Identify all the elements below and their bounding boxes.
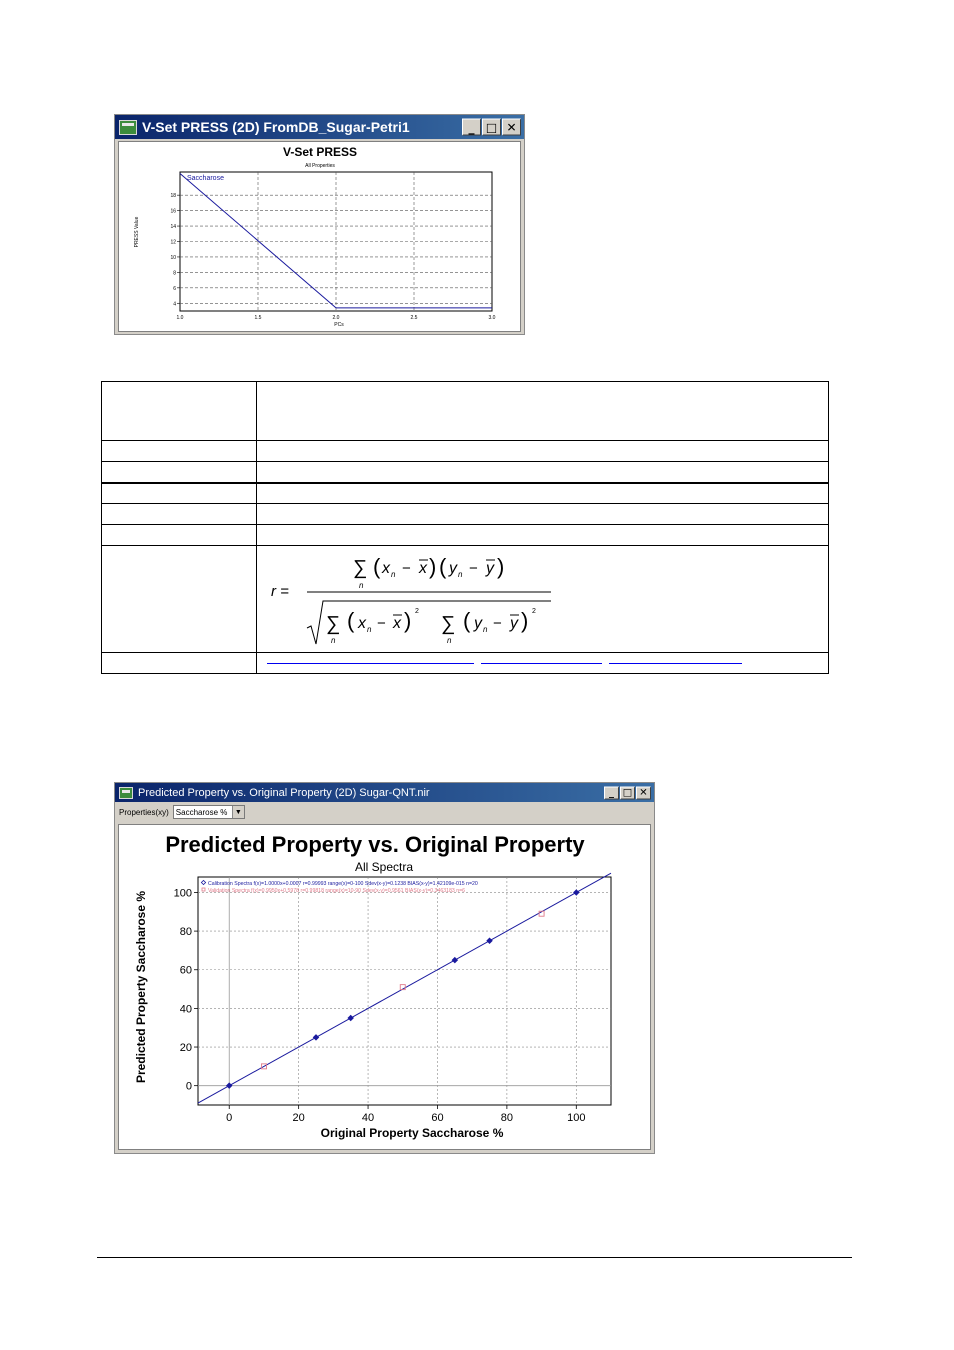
num-paren-close-1: ) — [429, 554, 437, 579]
y-tick-label: 40 — [179, 1003, 192, 1016]
minimize-icon: _ — [609, 787, 614, 798]
correlation-formula-cell — [257, 546, 829, 653]
den-sum-1-index: n — [331, 636, 336, 645]
y-tick-label: 4 — [173, 301, 176, 308]
calibration-point — [226, 1083, 232, 1089]
num-yn-sub: n — [458, 570, 463, 579]
table-cell-label — [102, 462, 257, 483]
chevron-down-icon[interactable]: ▼ — [232, 806, 244, 818]
x-tick-labels — [226, 1112, 585, 1124]
y-tick-label: 14 — [170, 224, 176, 231]
calibration-point — [573, 890, 579, 896]
y-tick-label: 8 — [173, 270, 176, 277]
num-xbar: x — [419, 560, 427, 577]
table-row — [102, 504, 829, 525]
formula-lhs: r = — [271, 583, 289, 600]
x-tick-label: 3.0 — [488, 315, 496, 321]
den-paren-close-2: ) — [521, 608, 529, 633]
table-cell-label — [102, 504, 257, 525]
x-tick-label: 20 — [292, 1112, 305, 1124]
minimize-button[interactable] — [462, 119, 481, 136]
y-tick-label: 100 — [173, 887, 192, 900]
num-paren-open-2: ( — [439, 554, 447, 579]
chart-app-icon — [119, 120, 137, 135]
num-minus-1: − — [402, 560, 411, 577]
y-tick-label: 20 — [179, 1042, 192, 1055]
predicted-plot-area — [118, 824, 651, 1150]
x-tick-label: 60 — [431, 1112, 444, 1124]
y-tick-label: 10 — [170, 254, 176, 261]
den-sum-2-index: n — [447, 636, 452, 645]
num-paren-open-1: ( — [373, 554, 381, 579]
table-cell-value — [257, 483, 829, 504]
table-cell-value — [257, 441, 829, 462]
reference-link[interactable] — [267, 656, 474, 664]
grid-lines — [177, 172, 492, 311]
y-tick-label: 12 — [170, 239, 176, 246]
vset-press-chart — [119, 142, 522, 333]
footer-rule — [97, 1257, 852, 1258]
reference-link[interactable] — [609, 656, 742, 664]
table-cell-value — [257, 504, 829, 525]
vset-press-window — [114, 114, 525, 335]
den-minus-2: − — [493, 615, 502, 632]
y-tick-labels — [174, 887, 192, 1092]
den-xn-sub: n — [367, 625, 372, 634]
x-tick-label: 100 — [567, 1112, 586, 1124]
correlation-formula — [269, 546, 569, 649]
legend-marker-calibration — [201, 880, 205, 884]
table-cell-label — [102, 525, 257, 546]
x-tick-label: 1.0 — [176, 315, 184, 321]
den-x: x — [358, 615, 366, 632]
table-row — [102, 525, 829, 546]
properties-toolbar — [115, 802, 654, 822]
num-paren-close-2: ) — [497, 554, 505, 579]
property-select-value: Saccharose % — [175, 807, 228, 817]
den-sum-2: ∑ — [441, 613, 456, 635]
num-ybar: y — [486, 560, 494, 577]
predicted-vs-original-window — [114, 782, 655, 1154]
den-ybar: y — [510, 615, 518, 632]
x-axis-label: PCs — [334, 322, 344, 328]
table-cell-label — [102, 546, 257, 653]
minimize-button[interactable] — [604, 786, 619, 799]
table-cell-label — [102, 483, 257, 504]
x-tick-label: 80 — [500, 1112, 514, 1124]
table-row — [102, 441, 829, 462]
window-title: Predicted Property vs. Original Property (2D) Sugar-QNT.nir — [138, 786, 430, 799]
window-controls — [462, 119, 521, 136]
table-cell-label — [102, 441, 257, 462]
y-tick-label: 0 — [185, 1080, 192, 1093]
y-tick-label: 16 — [170, 208, 176, 215]
den-paren-open-1: ( — [347, 608, 355, 633]
x-axis-label: Original Property Saccharose % — [320, 1126, 504, 1140]
y-tick-label: 80 — [179, 926, 192, 939]
calibration-point — [348, 1015, 354, 1021]
table-row — [102, 546, 829, 653]
x-tick-label: 2.0 — [332, 315, 340, 321]
table-row — [102, 462, 829, 483]
predicted-title-bar[interactable] — [115, 783, 654, 802]
properties-label: Properties(xy) — [119, 807, 169, 817]
den-xbar: x — [393, 615, 401, 632]
y-tick-label: 18 — [170, 193, 176, 200]
calibration-point — [313, 1035, 319, 1041]
den-sup-1: 2 — [415, 608, 419, 615]
x-tick-label: 2.5 — [410, 315, 418, 321]
maximize-icon: □ — [622, 787, 633, 798]
x-tick-label: 0 — [226, 1112, 233, 1124]
reference-links — [257, 653, 829, 674]
num-y: y — [449, 560, 457, 577]
close-icon: ✕ — [639, 787, 648, 798]
maximize-button[interactable] — [482, 119, 501, 136]
table-cell-value — [257, 382, 829, 441]
num-xn-sub: n — [391, 570, 396, 579]
chart-title: Predicted Property vs. Original Property — [165, 832, 585, 857]
den-sup-2: 2 — [532, 608, 536, 615]
close-icon: ✕ — [506, 120, 517, 134]
y-tick-labels — [170, 193, 176, 307]
sum-symbol: ∑ — [353, 557, 368, 579]
window-controls — [604, 786, 651, 799]
den-paren-open-2: ( — [463, 608, 471, 633]
calibration-point — [452, 957, 458, 963]
den-minus-1: − — [377, 615, 386, 632]
grid-lines — [194, 877, 611, 1109]
vset-press-plot-area — [118, 141, 521, 332]
maximize-button[interactable] — [620, 786, 635, 799]
fit-line — [198, 873, 611, 1103]
den-sum-1: ∑ — [326, 613, 341, 635]
table-cell-label — [102, 653, 257, 674]
table-row — [102, 653, 829, 674]
minimize-icon: _ — [468, 120, 475, 134]
x-tick-label: 40 — [361, 1112, 375, 1124]
chart-subtitle: All Spectra — [354, 860, 414, 874]
y-axis-label: PRESS Value — [134, 216, 140, 248]
close-button[interactable] — [502, 119, 521, 136]
maximize-icon: □ — [485, 120, 498, 134]
vset-press-title-bar[interactable] — [115, 115, 524, 139]
legend-saccharose: Saccharose — [187, 175, 224, 182]
x-tick-labels — [177, 315, 496, 321]
table-cell-value — [257, 525, 829, 546]
table-row — [102, 382, 829, 441]
window-title: V-Set PRESS (2D) FromDB_Sugar-Petri1 — [142, 119, 410, 135]
den-yn-sub: n — [483, 625, 488, 634]
chart-title: V-Set PRESS — [282, 145, 358, 159]
table-cell-value — [257, 462, 829, 483]
legend-marker-validation — [202, 888, 205, 891]
table-row — [102, 483, 829, 504]
y-tick-label: 60 — [179, 964, 192, 977]
close-button[interactable] — [636, 786, 651, 799]
num-x: x — [382, 560, 390, 577]
chart-subtitle: All Properties — [305, 163, 335, 169]
sum-index: n — [359, 581, 364, 590]
calibration-point — [487, 938, 493, 944]
table-cell-label — [102, 382, 257, 441]
y-axis-label: Predicted Property Saccharose % — [134, 890, 148, 1084]
zero-axes — [198, 877, 611, 1105]
x-tick-label: 1.5 — [254, 315, 262, 321]
legend-calibration: Calibration Spectra f(x)=1.0000x+0.0007 r=0.99993 range(x)=0-100 Sdev(x-y)=0.1238 BIAS(x-y)=1.42109e-015 n=20 — [208, 881, 478, 887]
reference-link[interactable] — [481, 656, 602, 664]
num-minus-2: − — [469, 560, 478, 577]
y-tick-label: 6 — [173, 285, 176, 292]
predicted-vs-original-chart — [119, 825, 652, 1151]
den-y: y — [474, 615, 482, 632]
property-table — [101, 381, 829, 674]
chart-app-icon — [119, 787, 133, 799]
den-paren-close-1: ) — [404, 608, 412, 633]
property-select[interactable] — [173, 805, 245, 819]
legend-validation: Validation Spectra f(x)=0.9950x+0.5978 r=0.99818 range(x)=10-90 Sdev(x-y)=0.9561 BIAS(x-y)=0.3463183 n=6 — [208, 888, 465, 894]
plot-frame — [198, 877, 611, 1105]
